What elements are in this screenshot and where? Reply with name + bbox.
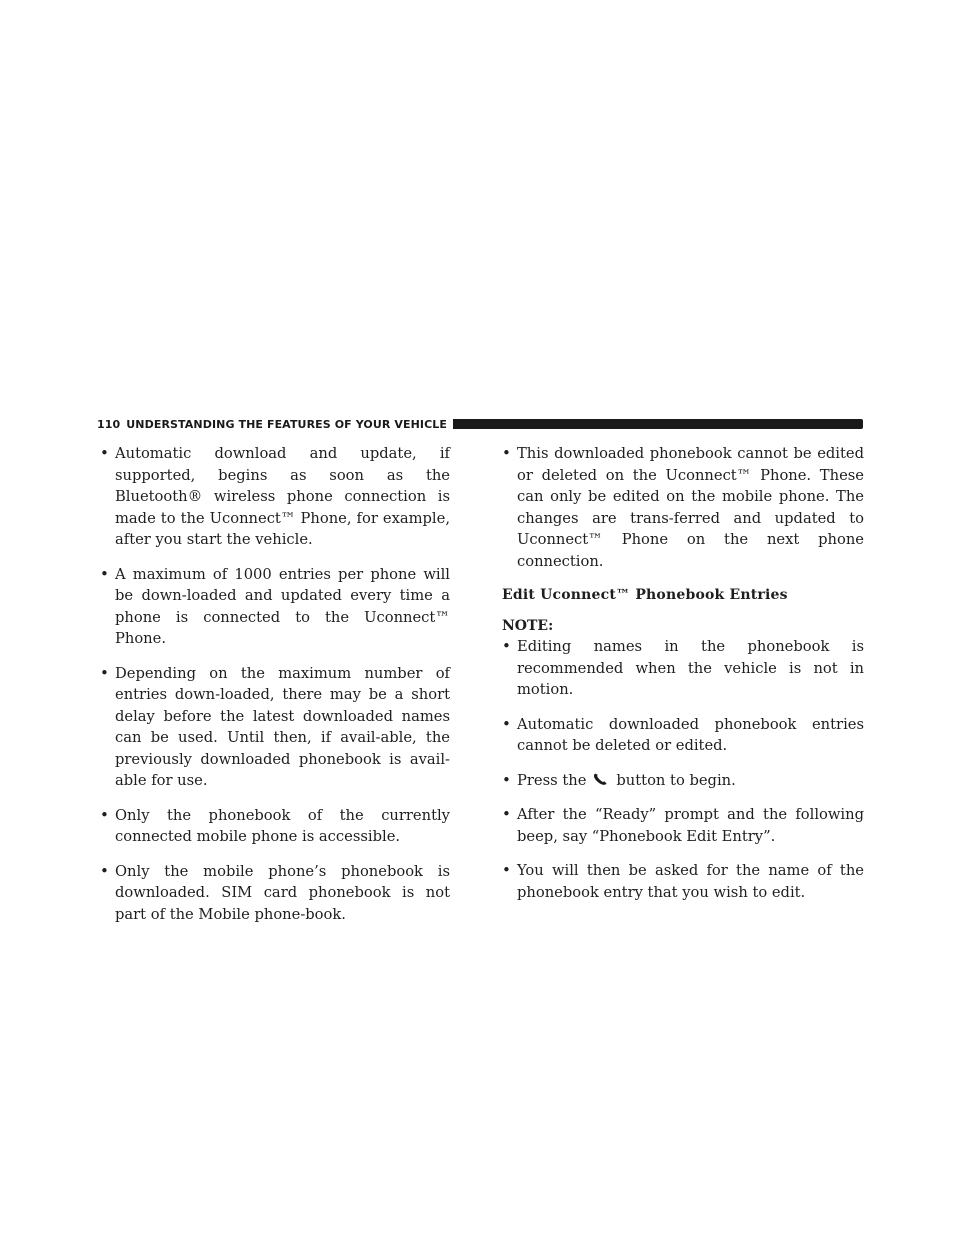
list-item-text: You will then be asked for the name of the phonebook entry that you wish to edit. [517,862,864,901]
list-item [100,861,450,926]
bullet-dot: • [502,770,511,789]
list-item [502,636,864,701]
list-item-text: Depending on the maximum number of entries down-loaded, there may be a short delay before the latest downloaded names can be used. Until then, if avail-able, the previously downloaded phonebook is avail-able for use. [115,664,450,789]
list-item-text: Only the mobile phone’s phonebook is downloaded. SIM card phonebook is not part of the Mobile phone-book. [115,862,450,923]
right-column [502,443,864,916]
list-item-text: Editing names in the phonebook is recommended when the vehicle is not in motion. [517,638,864,698]
bullet-dot: • [502,861,511,879]
press-text-before: Press the [517,771,587,789]
bullet-dot: • [502,714,511,733]
list-item [502,443,864,572]
list-item-text: Automatic downloaded phonebook entries cannot be deleted or edited. [517,715,864,754]
list-item-text: Only the phonebook of the currently connected mobile phone is accessible. [115,806,450,845]
list-item-text: After the “Ready” prompt and the following beep, say “Phonebook Edit Entry”. [517,806,864,845]
press-text-after: button to begin. [616,771,736,789]
list-item [100,805,450,848]
bullet-dot: • [502,637,511,655]
bullet-dot: • [100,663,109,682]
bullet-dot: • [502,805,511,823]
list-item-text: A maximum of 1000 entries per phone will be down-loaded and updated every time a phone is connected to the Uconnect™ Phone. [115,565,450,647]
list-item [502,860,864,903]
bullet-dot: • [100,861,109,880]
section-title: UNDERSTANDING THE FEATURES OF YOUR VEHICLE [126,417,447,431]
list-item [100,564,450,650]
section-heading: Edit Uconnect™ Phonebook Entries [502,587,788,603]
list-item [502,714,864,757]
bullet-dot: • [100,805,109,824]
page-header [97,417,863,431]
phone-icon [592,772,610,786]
bullet-dot: • [100,564,109,583]
list-item-text: Automatic download and update, if supported, begins as soon as the Bluetooth® wireless phone connection is made to the Uconnect™ Phone, for example, after you start the vehicle. [115,445,450,548]
header-rule [453,419,863,429]
list-item [502,770,864,792]
list-item [100,663,450,792]
note-label: NOTE: [502,618,554,634]
page-number: 110 [97,417,121,431]
list-item [100,443,450,551]
bullet-dot: • [502,444,511,462]
left-column [100,443,450,938]
list-item-text: This downloaded phonebook cannot be edited or deleted on the Uconnect™ Phone. These can only be edited on the mobile phone. The changes are trans-ferred and updated to Uconnect™ Phone on the next phone connection. [517,445,864,570]
list-item-text [517,770,864,792]
list-item [502,804,864,847]
bullet-dot: • [100,444,109,462]
